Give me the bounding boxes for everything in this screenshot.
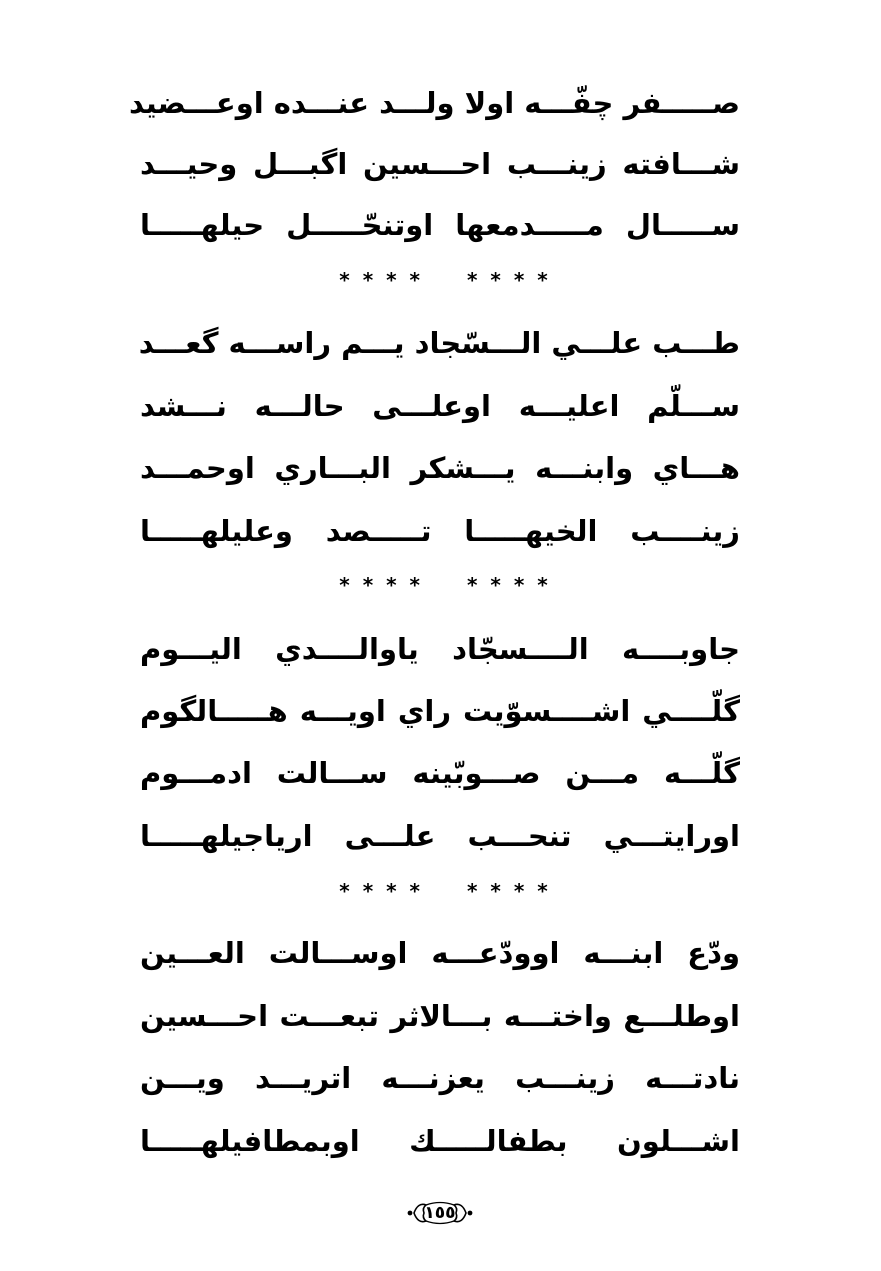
page-number-ornament: [400, 1196, 480, 1230]
verse-line: ســـلّم اعليـــه اوعلـــى حالـــه نـــشد: [140, 389, 740, 423]
verse-line: اوطلـــع واختـــه بـــالاثر تبعـــت احـــسين: [140, 999, 740, 1033]
verse-line: اورايتـــي تنحـــب علـــى ارياجيلهـــــا: [140, 819, 740, 853]
verse-line: گلّــــي اشــــسوّيت راي اويـــه هـــــالگوم: [140, 694, 740, 728]
verse-line: اشـــلون بطفالـــــك اوبمطافيلهـــــا: [140, 1124, 740, 1158]
separator-stars: * * * *: [467, 268, 551, 292]
stanza-separator: [300, 570, 590, 600]
separator-stars: * * * *: [339, 879, 423, 903]
stanza-separator: [300, 265, 590, 295]
separator-stars: * * * *: [467, 573, 551, 597]
separator-stars: * * * *: [339, 573, 423, 597]
stanza-separator: [300, 876, 590, 906]
verse-line: صـــــفر چفّـــه اولا ولـــد عنـــده اوعـــضيد: [129, 86, 740, 120]
separator-stars: * * * *: [339, 268, 423, 292]
page-number: ١٥٥: [424, 1203, 456, 1223]
verse-line: جاوبــــه الــــسجّاد ياوالــــدي اليـــوم: [140, 632, 740, 666]
verse-line: هـــاي وابنـــه يـــشكر البـــاري اوحمـــد: [140, 451, 740, 485]
verse-line: نادتـــه زينـــب يعزنـــه اتريـــد ويـــن: [140, 1061, 740, 1095]
verse-line: ودّع ابنـــه اوودّعـــه اوســـالت العـــين: [140, 936, 740, 970]
verse-line: شـــافته زينـــب احـــسين اگبـــل وحيـــد: [140, 147, 740, 181]
verse-line: ســـــال مـــــدمعها اوتنحّـــــل حيلهـــــا: [140, 208, 740, 242]
verse-line: زينــــب الخيهـــــا تـــــصد وعليلهـــــا: [140, 514, 740, 548]
verse-line: گلّـــه مـــن صـــوبّينه ســـالت ادمـــوم: [140, 756, 740, 790]
verse-line: طـــب علـــي الـــسّجاد يـــم راســـه گعـــد: [138, 326, 740, 360]
separator-stars: * * * *: [467, 879, 551, 903]
